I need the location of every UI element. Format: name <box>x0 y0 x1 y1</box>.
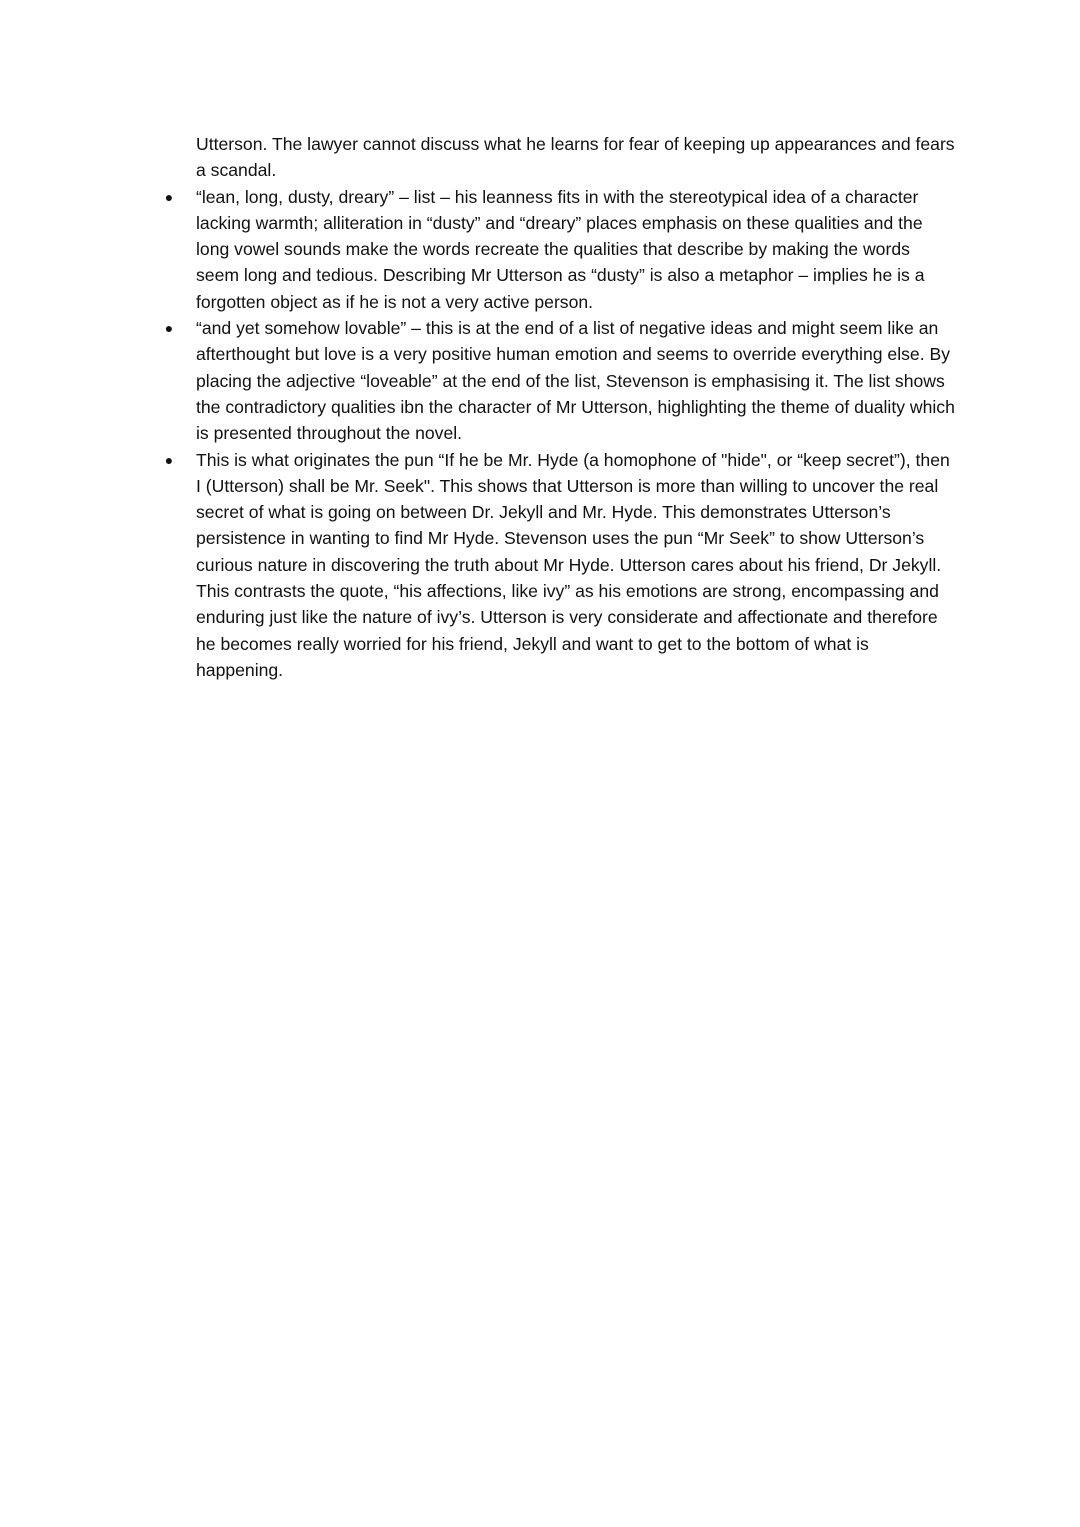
list-item <box>164 447 956 684</box>
bullet-list <box>164 184 956 684</box>
document-body <box>164 131 956 683</box>
bullet-icon: ● <box>164 451 174 468</box>
list-item-text: “and yet somehow lovable” – this is at the end of a list of negative ideas and might seem like an afterthought but love is a very positive human emotion and seems to override everything else. By placing the adjective “loveable” at the end of the list, Stevenson is emphasising it. The list shows the contradictory qualities ibn the character of Mr Utterson, highlighting the theme of duality which is presented throughout the novel. <box>196 318 955 444</box>
list-item <box>164 315 956 446</box>
intro-paragraph: Utterson. The lawyer cannot discuss what he learns for fear of keeping up appearances and fears a scandal. <box>196 134 955 181</box>
list-item-text: “lean, long, dusty, dreary” – list – his leanness fits in with the stereotypical idea of a character lacking warmth; alliteration in “dusty” and “dreary” places emphasis on these qualities and the long vowel sounds make the words recreate the qualities that describe by making the words seem long and tedious. Describing Mr Utterson as “dusty” is also a metaphor – implies he is a forgotten object as if he is not a very active person. <box>196 186 925 312</box>
list-item <box>164 184 956 315</box>
list-item-text: This is what originates the pun “If he be Mr. Hyde (a homophone of "hide", or “keep secret”), then I (Utterson) shall be Mr. Seek". This shows that Utterson is more than willing to uncover the real secret of what is going on between Dr. Jekyll and Mr. Hyde. This demonstrates Utterson’s persistence in wanting to find Mr Hyde. Stevenson uses the pun “Mr Seek” to show Utterson’s curious nature in discovering the truth about Mr Hyde. Utterson cares about his friend, Dr Jekyll. This contrasts the quote, “his affections, like ivy” as his emotions are strong, encompassing and enduring just like the nature of ivy’s. Utterson is very considerate and affectionate and therefore he becomes really worried for his friend, Jekyll and want to get to the bottom of what is happening. <box>196 449 950 680</box>
bullet-icon: ● <box>164 188 174 205</box>
bullet-icon: ● <box>164 320 174 337</box>
